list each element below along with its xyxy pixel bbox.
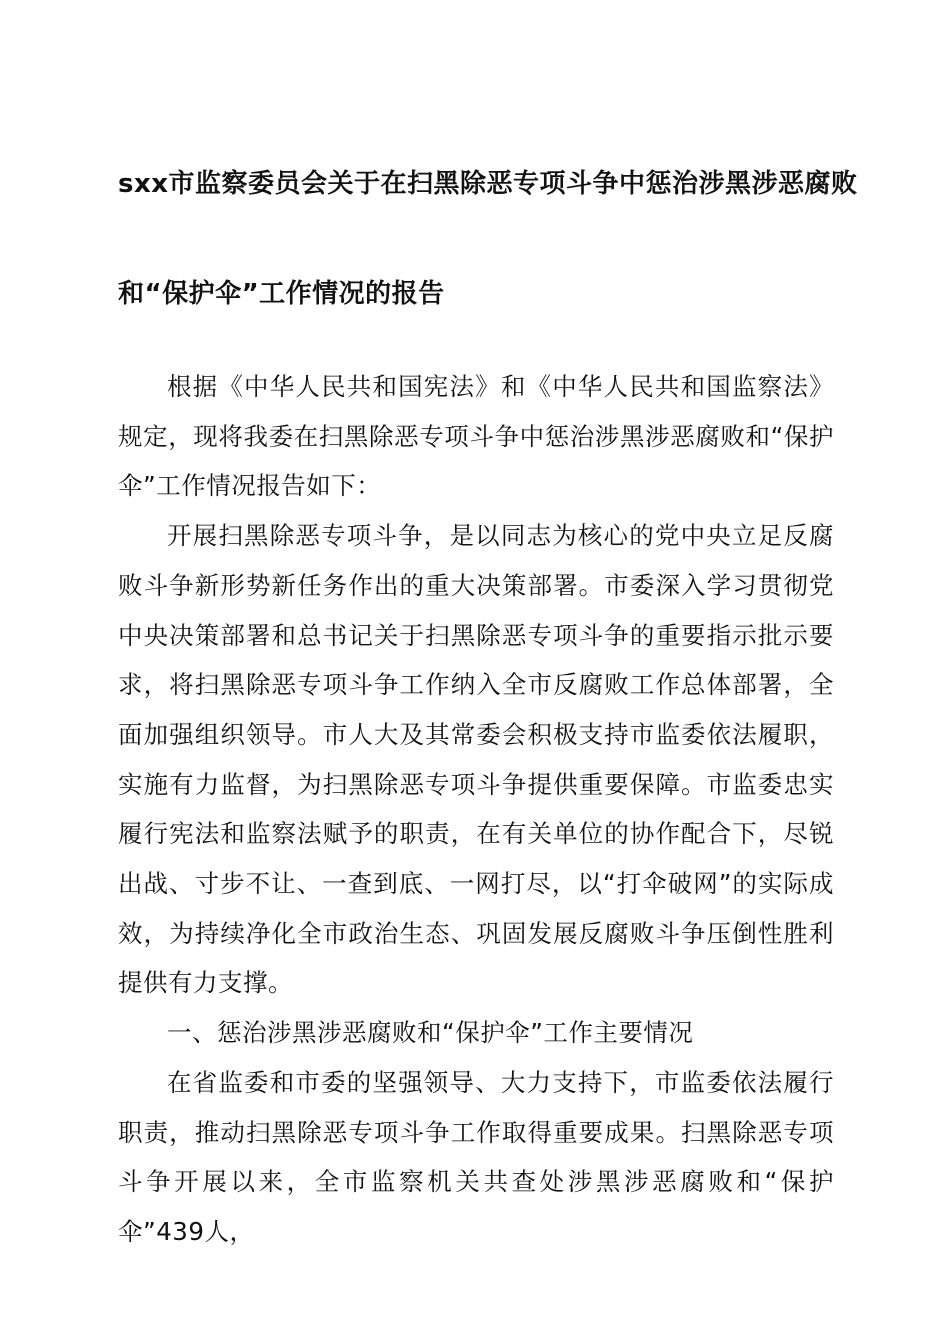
paragraph-background: 开展扫黑除恶专项斗争，是以同志为核心的党中央立足反腐败斗争新形势新任务作出的重大决策部署。市委深入学习贯彻党中央决策部署和总书记关于扫黑除恶专项斗争的重要指示批示要求，将扫黑除恶专项斗争工作纳入全市反腐败工作总体部署，全面加强组织领导。市人大及其常委会积极支持市监委依法履职，实施有力监督，为扫黑除恶专项斗争提供重要保障。市监委忠实履行宪法和监察法赋予的职责，在有关单位的协作配合下，尽锐出战、寸步不让、一查到底、一网打尽，以“打伞破网”的实际成效，为持续净化全市政治生态、巩固发展反腐败斗争压倒性胜利提供有力支撑。 bbox=[118, 521, 834, 998]
section-heading-1: 一、惩治涉黑涉恶腐败和“保护伞”工作主要情况 bbox=[167, 1018, 694, 1048]
report-title-line-2: 和“保护伞”工作情况的报告 bbox=[118, 279, 445, 309]
report-title-line-1: sxx市监察委员会关于在扫黑除恶专项斗争中惩治涉黑涉恶腐败 bbox=[118, 169, 858, 199]
report-body bbox=[118, 362, 834, 1257]
paragraph-intro: 根据《中华人民共和国宪法》和《中华人民共和国监察法》规定，现将我委在扫黑除恶专项斗争中惩治涉黑涉恶腐败和“保护伞”工作情况报告如下： bbox=[118, 372, 834, 501]
paragraph-section-1: 在省监委和市委的坚强领导、大力支持下，市监委依法履行职责，推动扫黑除恶专项斗争工作取得重要成果。扫黑除恶专项斗争开展以来，全市监察机关共查处涉黑涉恶腐败和“保护伞”439人， bbox=[118, 1067, 834, 1246]
